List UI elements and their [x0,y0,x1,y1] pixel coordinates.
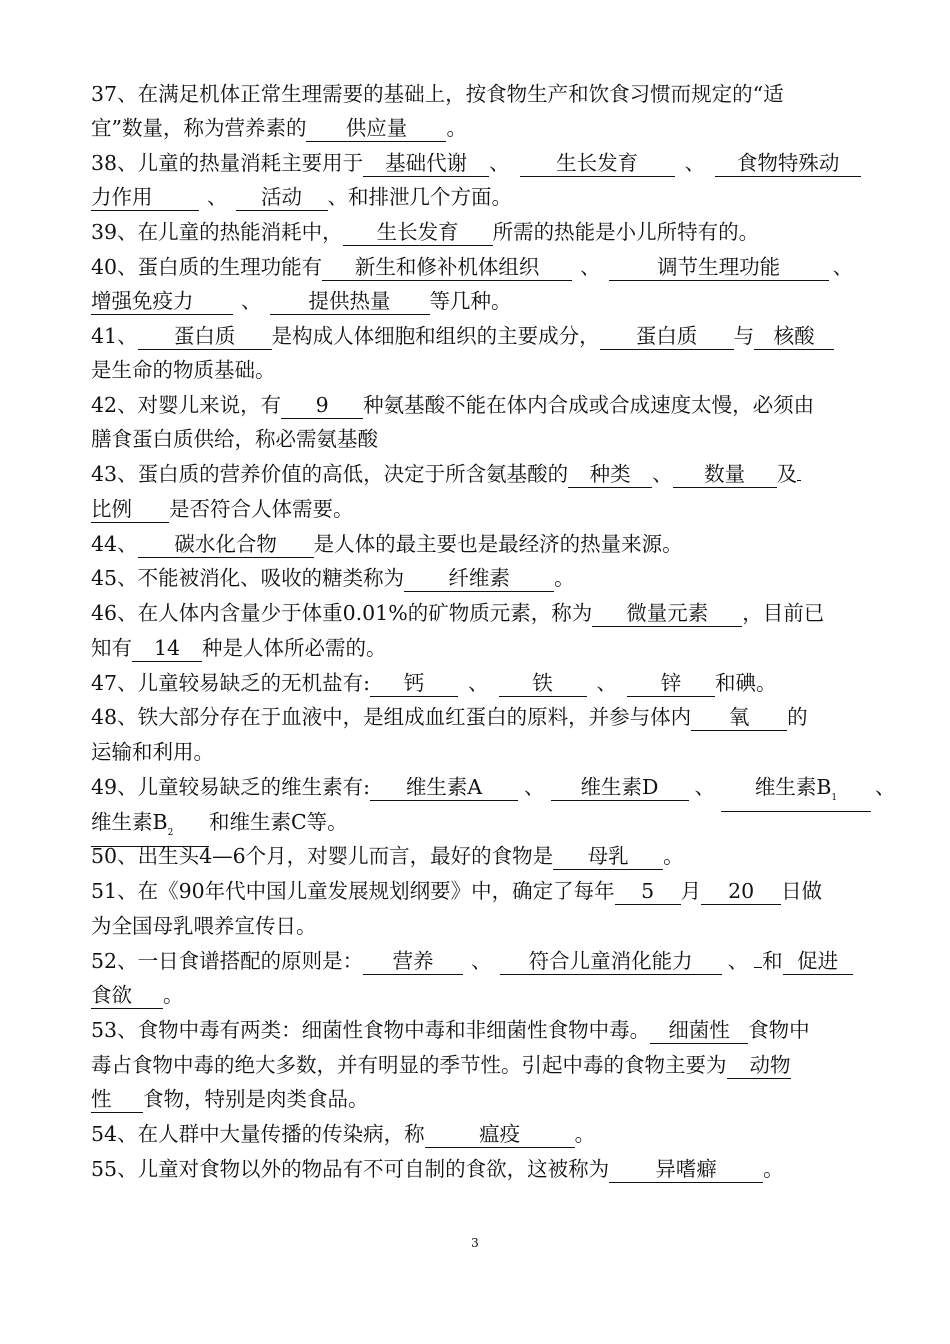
q37-line2: 宜”数量，称为营养素的 供应量 。 [91,116,467,140]
q39-line1: 39、在儿童的热能消耗中， 生长发育 所需的热能是小儿所特有的。 [91,220,760,244]
q47-answer-2: 铁 [499,670,587,697]
q49-line1: 49、儿童较易缺乏的维生素有: 维生素A 、 维生素D 、 维生素$B_1$ 、 [91,772,896,812]
q43-answer-3: 比例 [91,496,169,523]
q42-answer: 9 [281,392,363,419]
q46-answer-2: 14 [132,635,202,662]
q38-answer-2: 生长发育 [520,150,675,177]
q40-answer-2: 调节生理功能 [609,254,829,281]
q41-answer-2: 蛋白质 [600,323,734,350]
q40-line2: 增强免疫力 、 提供热量 等几种。 [91,289,512,313]
q44-answer: 碳水化合物 [138,531,314,558]
q44-line1: 44、 碳水化合物 是人体的最主要也是最经济的热量来源。 [91,532,683,556]
q52-answer-3: 促进 [783,948,853,975]
page-number: 3 [471,1236,479,1250]
q43-answer-3-lead [797,480,801,481]
q40-answer-4: 提供热量 [270,288,430,315]
q53-line3: 性 食物，特别是肉类食品。 [91,1087,369,1111]
q54-line1: 54、在人群中大量传播的传染病，称 瘟疫 。 [91,1122,596,1146]
q48-line1: 48、铁大部分存在于血液中，是组成血红蛋白的原料，并参与体内 氧 的 [91,705,808,729]
q38-answer-3-cont: 力作用 [91,184,199,211]
q43-line2: 比例 是否符合人体需要。 [91,497,354,521]
q49-answer-2: 维生素D [551,774,689,801]
q45-line1: 45、不能被消化、吸收的糖类称为 纤维素 。 [91,566,575,590]
q39-answer: 生长发育 [343,219,493,246]
q52-answer-1: 营养 [363,948,463,975]
q54-answer: 瘟疫 [425,1121,575,1148]
q38-answer-4: 活动 [236,184,328,211]
q43-line1: 43、蛋白质的营养价值的高低，决定于所含氨基酸的 种类 、 数量 及 [91,459,801,489]
q52-answer-2: 符合儿童消化能力 [500,948,722,975]
q53-answer-1: 细菌性 [650,1017,748,1044]
q46-line2: 知有 14 种是人体所必需的。 [91,636,387,660]
q40-answer-3: 增强免疫力 [91,288,233,315]
q53-answer-2-cont: 性 [91,1086,143,1113]
q47-line1: 47、儿童较易缺乏的无机盐有: 钙 、 铁 、 锌 和碘。 [91,671,777,695]
q41-line1: 41、 蛋白质 是构成人体细胞和组织的主要成分， 蛋白质 与 核酸 [91,321,834,351]
q41-line2: 是生命的物质基础。 [91,358,276,382]
q42-line1: 42、对婴儿来说，有 9 种氨基酸不能在体内合成或合成速度太慢，必须由 [91,393,815,417]
q40-line1: 40、蛋白质的生理功能有 新生和修补机体组织 、 调节生理功能 、 [91,255,854,279]
q37-answer: 供应量 [306,115,446,142]
q50-answer: 母乳 [553,843,663,870]
q51-answer-1: 5 [615,878,681,905]
q52-line2: 食欲 。 [91,983,184,1007]
q47-answer-1: 钙 [370,670,458,697]
q52-line1: 52、一日食谱搭配的原则是： 营养 、 符合儿童消化能力 、 和 促进 [91,946,853,976]
q55-line1: 55、儿童对食物以外的物品有不可自制的食欲，这被称为 异嗜癖 。 [91,1157,784,1181]
q49-answer-4: 维生素$B_2$ [91,809,209,847]
q46-answer-1: 微量元素 [592,600,742,627]
q38-line1: 38、儿童的热量消耗主要用于 基础代谢 、 生长发育 、 食物特殊动 [91,148,861,178]
q51-answer-2: 20 [701,878,781,905]
q42-line2: 膳食蛋白质供给，称必需氨基酸 [91,427,378,451]
q51-line1: 51、在《90年代中国儿童发展规划纲要》中，确定了每年 5 月 20 日做 [91,879,823,903]
q53-line2: 毒占食物中毒的绝大多数，并有明显的季节性。引起中毒的食物主要为 动物 [91,1053,791,1077]
q43-answer-2: 数量 [673,461,777,488]
q52-blank [754,967,762,968]
q49-answer-3: 维生素$B_1$ [721,774,871,812]
q49-line2: 维生素$B_2$ 和维生素C等。 [91,807,348,847]
q40-answer-1: 新生和修补机体组织 [322,254,572,281]
q53-answer-2: 动物 [727,1052,791,1079]
q38-answer-3: 食物特殊动 [715,150,861,177]
q48-line2: 运输和利用。 [91,740,214,764]
q38-line2: 力作用 、 活动 、和排泄几个方面。 [91,185,512,209]
q53-line1: 53、食物中毒有两类：细菌性食物中毒和非细菌性食物中毒。 细菌性 食物中 [91,1018,810,1042]
q46-line1: 46、在人体内含量少于体重0.01%的矿物质元素，称为 微量元素 ，目前已 [91,601,825,625]
q52-answer-3-cont: 食欲 [91,982,163,1009]
q47-answer-3: 锌 [627,670,715,697]
q50-line1: 50、出生头4—6个月，对婴儿而言，最好的食物是 母乳 。 [91,844,684,868]
q55-answer: 异嗜癖 [609,1156,763,1183]
q38-answer-1: 基础代谢 [363,150,489,177]
q37-line1: 37、在满足机体正常生理需要的基础上，按食物生产和饮食习惯而规定的“适 [91,82,784,106]
q48-answer: 氧 [691,704,787,731]
q41-answer-3: 核酸 [754,323,834,350]
q45-answer: 纤维素 [404,565,554,592]
q51-line2: 为全国母乳喂养宣传日。 [91,914,317,938]
q49-answer-1: 维生素A [370,774,518,801]
q43-answer-1: 种类 [568,461,652,488]
q41-answer-1: 蛋白质 [138,323,272,350]
